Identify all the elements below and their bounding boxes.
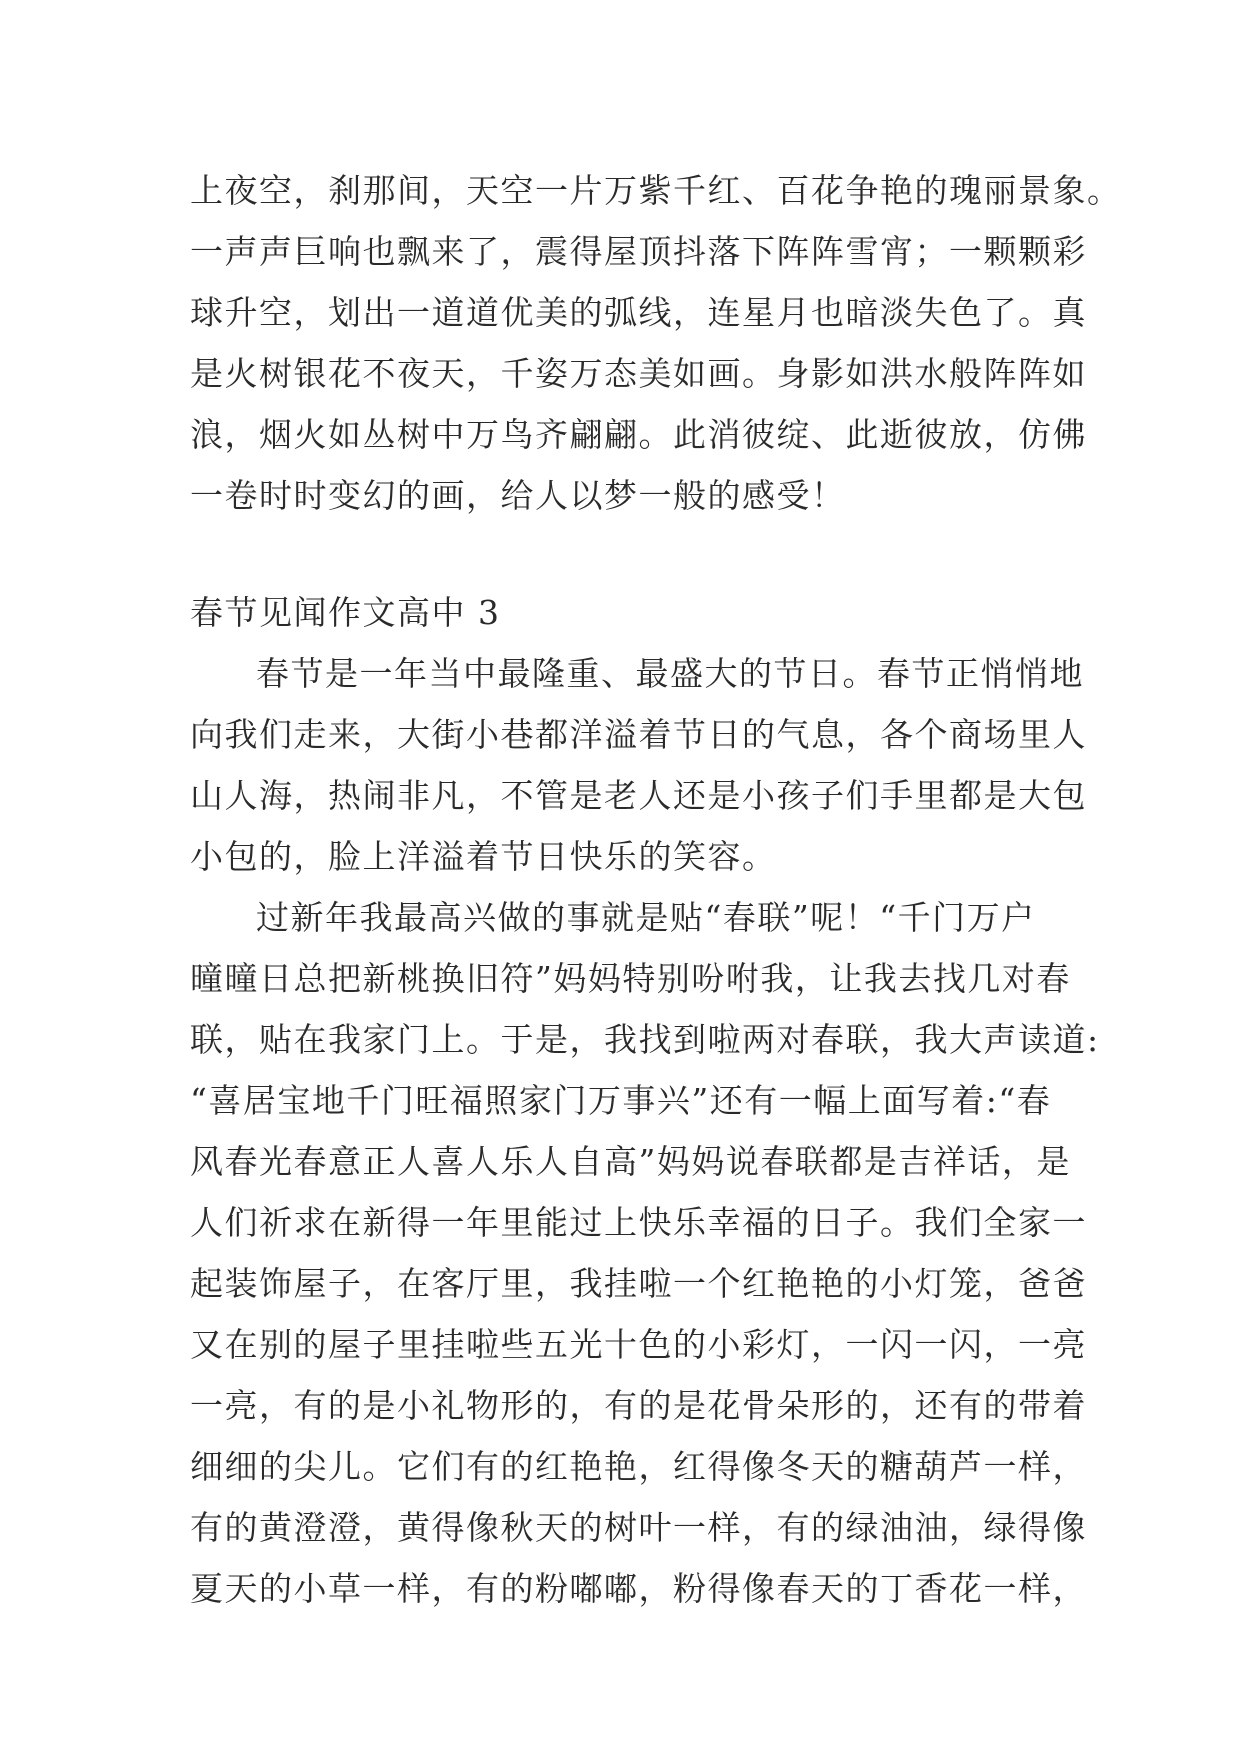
- text-line: 过新年我最高兴做的事就是贴“春联”呢！“千门万户: [256, 898, 1036, 937]
- text-line: 向我们走来，大街小巷都洋溢着节日的气息，各个商场里人: [190, 715, 1087, 754]
- text-line: 有的黄澄澄，黄得像秋天的树叶一样，有的绿油油，绿得像: [190, 1508, 1087, 1547]
- text-line: 山人海，热闹非凡，不管是老人还是小孩子们手里都是大包: [190, 776, 1087, 815]
- text-line: 曈曈日总把新桃换旧符”妈妈特别吩咐我，让我去找几对春: [190, 959, 1071, 998]
- text-line: 一声声巨响也飘来了，震得屋顶抖落下阵阵雪宵；一颗颗彩: [190, 232, 1087, 271]
- text-line: 人们祈求在新得一年里能过上快乐幸福的日子。我们全家一: [190, 1203, 1087, 1242]
- text-line: 小包的，脸上洋溢着节日快乐的笑容。: [190, 837, 777, 876]
- text-line: 联，贴在我家门上。于是，我找到啦两对春联，我大声读道:: [190, 1020, 1100, 1059]
- section-gap: [190, 526, 1060, 582]
- text-line: 上夜空，刹那间，天空一片万紫千红、百花争艳的瑰丽景象。: [190, 171, 1122, 210]
- paragraph-2: [190, 887, 1100, 1619]
- text-line: 起装饰屋子，在客厅里，我挂啦一个红艳艳的小灯笼，爸爸: [190, 1264, 1087, 1303]
- text-line: 一亮，有的是小礼物形的，有的是花骨朵形的，还有的带着: [190, 1386, 1087, 1425]
- text-line: 风春光春意正人喜人乐人自高”妈妈说春联都是吉祥话，是: [190, 1142, 1071, 1181]
- continued-paragraph: [190, 160, 1122, 526]
- text-line: 浪，烟火如丛树中万鸟齐翩翩。此消彼绽、此逝彼放，仿佛: [190, 415, 1087, 454]
- document-body: [190, 160, 1122, 1619]
- paragraph-1: [190, 643, 1087, 887]
- text-line: 球升空，划出一道道优美的弧线，连星月也暗淡失色了。真: [190, 293, 1087, 332]
- text-line: 是火树银花不夜天，千姿万态美如画。身影如洪水般阵阵如: [190, 354, 1087, 393]
- text-line: 春节是一年当中最隆重、最盛大的节日。春节正悄悄地: [256, 654, 1084, 693]
- text-line: 夏天的小草一样，有的粉嘟嘟，粉得像春天的丁香花一样，: [190, 1569, 1087, 1608]
- text-line: 一卷时时变幻的画，给人以梦一般的感受！: [190, 476, 846, 515]
- section-heading: 春节见闻作文高中 3: [190, 593, 501, 632]
- text-line: 又在别的屋子里挂啦些五光十色的小彩灯，一闪一闪，一亮: [190, 1325, 1087, 1364]
- text-line: “喜居宝地千门旺福照家门万事兴”还有一幅上面写着:“春: [190, 1081, 1052, 1120]
- text-line: 细细的尖儿。它们有的红艳艳，红得像冬天的糖葫芦一样，: [190, 1447, 1087, 1486]
